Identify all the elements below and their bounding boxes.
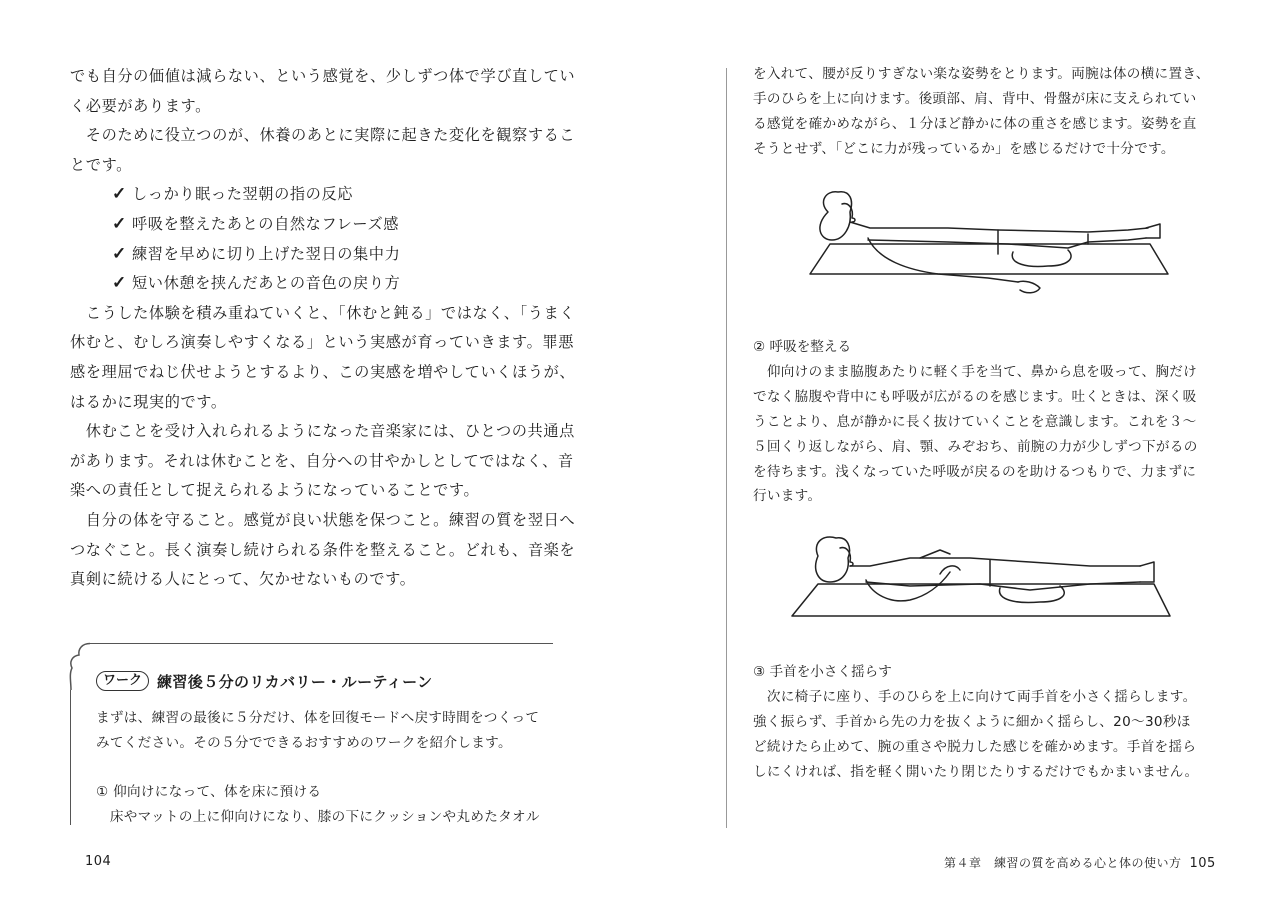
right-page <box>640 0 1280 908</box>
work-box <box>96 668 556 830</box>
text-line: 強く振らず、手首から先の力を抜くように細かく揺らし、20〜30秒ほ <box>753 713 1191 730</box>
text-line: る感覚を確かめながら、１分ほど静かに体の重さを感じます。姿勢を直 <box>753 115 1197 132</box>
checklist-item: ✓ しっかり眠った翌朝の指の反応 <box>112 180 555 210</box>
text-line: 手のひらを上に向けます。後頭部、肩、背中、骨盤が床に支えられてい <box>753 90 1197 107</box>
text-line: 感を理屈でねじ伏せようとするより、この実感を増やしていくほうが、 <box>70 362 576 381</box>
text-line: つなぐこと。長く演奏し続けられる条件を整えること。どれも、音楽を <box>70 540 576 559</box>
work-badge: ワーク <box>96 671 149 691</box>
text-line: があります。それは休むことを、自分への甘やかしとしてではなく、音 <box>70 451 574 470</box>
text-line: しにくければ、指を軽く開いたり閉じたりするだけでもかまいません。 <box>753 763 1199 780</box>
text-line: 行います。 <box>753 488 822 505</box>
illustration-lying-breathing <box>790 528 1180 643</box>
text-line: まずは、練習の最後に５分だけ、体を回復モードへ戻す時間をつくって <box>96 710 540 726</box>
text-line: 楽への責任として捉えられるようになっていることです。 <box>70 481 480 500</box>
checkmark-icon: ✓ <box>112 184 127 205</box>
text-line: を入れて、腰が反りすぎない楽な姿勢をとります。両腕は体の横に置き、 <box>753 66 1210 82</box>
checklist <box>70 180 555 298</box>
text-line: 仰向けのまま脇腹あたりに軽く手を当て、鼻から息を吸って、胸だけ <box>753 363 1198 380</box>
work-title-row <box>96 668 556 694</box>
left-body-text <box>70 62 576 595</box>
text-line: そのために役立つのが、休養のあとに実際に起きた変化を観察するこ <box>70 126 576 145</box>
text-line: うことより、息が静かに長く抜けていくことを意識します。これを３〜 <box>753 413 1197 430</box>
checkmark-icon: ✓ <box>112 213 127 234</box>
text-line: とです。 <box>70 155 132 174</box>
step2-section <box>753 335 1231 509</box>
text-line: みてください。その５分でできるおすすめのワークを紹介します。 <box>96 735 512 751</box>
checkmark-icon: ✓ <box>112 273 127 294</box>
work-box-left-border <box>70 690 71 825</box>
work-box-top-border <box>90 643 553 644</box>
step1-continued <box>753 62 1231 162</box>
paragraph <box>70 121 576 180</box>
text-line: こうした体験を積み重ねていくと、「休むと鈍る」ではなく、「うまく <box>70 303 576 322</box>
text-line: 休むことを受け入れられるようになった音楽家には、ひとつの共通点 <box>70 422 575 441</box>
checklist-item: ✓ 短い休憩を挟んだあとの音色の戻り方 <box>112 269 555 299</box>
page-number-left: 104 <box>85 854 112 869</box>
checkmark-icon: ✓ <box>112 243 127 264</box>
paragraph <box>70 62 576 121</box>
text-line: 休むと、むしろ演奏しやすくなる」という実感が育っていきます。罪悪 <box>70 333 574 352</box>
page-number-right: 105 <box>1189 856 1216 871</box>
text-line: 次に椅子に座り、手のひらを上に向けて両手首を小さく揺らします。 <box>753 688 1197 705</box>
step1-title: ① 仰向けになって、体を床に預ける <box>96 784 322 800</box>
checklist-item: ✓ 練習を早めに切り上げた翌日の集中力 <box>112 240 555 270</box>
checklist-item: ✓ 呼吸を整えたあとの自然なフレーズ感 <box>112 210 555 240</box>
text-line: ど続けたら止めて、腕の重さや脱力した感じを確かめます。手首を揺ら <box>753 738 1197 755</box>
text-line: 真剣に続ける人にとって、欠かせないものです。 <box>70 570 416 589</box>
step3-title: ③ 手首を小さく揺らす <box>753 664 892 680</box>
text-line: く必要があります。 <box>70 96 211 115</box>
paragraph <box>70 299 576 417</box>
chapter-title: 第４章 練習の質を高める心と体の使い方 <box>944 856 1182 870</box>
text-line: でなく脇腹や背中にも呼吸が広がるのを感じます。吐くときは、深く吸 <box>753 388 1197 405</box>
text-line: を待ちます。浅くなっていた呼吸が戻るのを助けるつもりで、力まずに <box>753 463 1197 480</box>
step2-title: ② 呼吸を整える <box>753 339 852 355</box>
text-line: 床やマットの上に仰向けになり、膝の下にクッションや丸めたタオル <box>96 809 540 825</box>
paragraph <box>70 506 576 595</box>
text-line: ５回くり返しながら、肩、顎、みぞおち、前腕の力が少しずつ下がるの <box>753 438 1198 455</box>
paragraph <box>70 417 575 506</box>
cloud-corner-icon <box>68 642 98 694</box>
illustration-lying-supine <box>788 182 1178 307</box>
text-line: そうとせず、「どこに力が残っているか」を感じるだけで十分です。 <box>753 140 1175 157</box>
step3-section <box>753 660 1231 785</box>
text-line: はるかに現実的です。 <box>70 392 227 411</box>
running-footer <box>944 854 1216 871</box>
text-line: でも自分の価値は減らない、という感覚を、少しずつ体で学び直してい <box>70 67 576 85</box>
work-heading: 練習後５分のリカバリー・ルーティーン <box>157 672 433 691</box>
text-line: 自分の体を守ること。感覚が良い状態を保つこと。練習の質を翌日へ <box>70 510 576 529</box>
